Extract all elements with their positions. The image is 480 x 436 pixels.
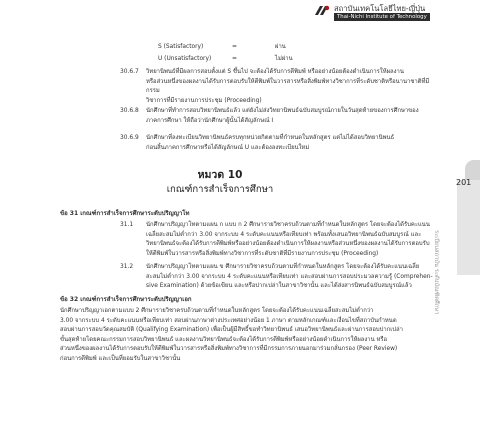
item-text: วิทยานิพนธ์ที่มีผลการสอบตั้งแต่ S ขึ้นไป จะต้องได้รับการตีพิมพ์ หรืออย่างน้อยต้องดำเนินการให้ผลงาน หรือส่วนหนึ่งของผลงานได้รับการตอบรับให้ตีพิมพ์ในวารสารหรือสิ่งพิมพ์ทางวิชาการที่ระดับชาติหรือนานาชาติที่มีกรรม วิชาการที่มีรายงานการประชุม (Proceeding)	[146, 69, 430, 104]
grade-row	[0, 43, 440, 53]
grade-equals: =	[232, 44, 237, 50]
grade-equals: =	[232, 56, 237, 62]
item-number: 30.6.7	[120, 69, 139, 75]
item-number: 30.6.9	[120, 135, 139, 141]
item-number: 31.1	[120, 222, 134, 228]
item-text: นักศึกษาปริญญาโทตามแผน ก แบบ ก 2 ศึกษารายวิชาครบถ้วนตามที่กำหนดในหลักสูตร โดยจะต้องได้รับคะแนน เฉลี่ยสะสมไม่ต่ำกว่า 3.00 จากระบบ 4 ระดับคะแนนหรือเทียบเท่า พร้อมทั้งเสนอวิทยานิพนธ์ฉบับสมบูรณ์ และ วิทยานิพนธ์จะต้องได้รับการตีพิมพ์หรืออย่างน้อยต้องดำเนินการให้ผลงานหรือส่วนหนึ่งของผลงานได้รับการตอบรับ ให้ตีพิมพ์ในวารสารหรือสิ่งพิมพ์ทางวิชาการที่ระดับชาติที่มีรายงานการประชุม (Proceeding)	[146, 222, 430, 257]
grade-label: S (Satisfactory)	[158, 44, 204, 50]
section-31-heading: ข้อ 31 เกณฑ์การสำเร็จการศึกษาระดับปริญญาโท	[60, 210, 190, 217]
side-tab	[457, 180, 480, 275]
section-32-paragraph: นักศึกษาปริญญาเอกตามแบบ 2 ศึกษารายวิชาครบถ้วนตามที่กำหนดในหลักสูตร โดยจะต้องได้รับคะแนนเฉลี่ยสะสมไม่ต่ำกว่า 3.00 จากระบบ 4 ระดับคะแนนหรือเทียบเท่า สอบผ่านภาษาต่างประเทศอย่างน้อย 1 ภาษา ตามหลักเกณฑ์และเงื่อนไขที่สถาบันกำหนด สอบผ่านการสอบวัดคุณสมบัติ (Qualifying Examination) เพื่อเป็นผู้มีสิทธิ์ขอทำวิทยานิพนธ์ เสนอวิทยานิพนธ์และผ่านการสอบปากเปล่า ขั้นสุดท้ายโดยคณะกรรมการสอบวิทยานิพนธ์ และผลงานวิทยานิพนธ์จะต้องได้รับการตีพิมพ์หรืออย่างน้อยดำเนินการให้ผลงาน หรือ ส่วนหนึ่งของผลงานได้รับการตอบรับให้ตีพิมพ์ในวารสารหรือสิ่งพิมพ์ทางวิชาการที่มีกรรมการภายนอกมาร่วมกลั่นกรอง (Peer Review) ก่อนการตีพิมพ์ และเป็นที่ยอมรับในสาขาวิชานั้น	[60, 308, 403, 362]
chapter-title: หมวด 10	[197, 169, 243, 181]
item-number: 31.2	[120, 264, 134, 270]
item-text: นักศึกษาที่ลงทะเบียนวิทยานิพนธ์ครบทุกหน่วยกิตตามที่กำหนดในหลักสูตร แต่ไม่ได้สอบวิทยานิพนธ์ ก่อนสิ้นภาคการศึกษาหรือได้สัญลักษณ์ U และต้องลงทะเบียนใหม่	[146, 135, 395, 151]
grade-label: U (Unsatisfactory)	[158, 56, 212, 62]
section-32-heading: ข้อ 32 เกณฑ์การสำเร็จการศึกษาระดับปริญญาเอก	[60, 296, 192, 303]
chapter-subtitle: เกณฑ์การสำเร็จการศึกษา	[166, 184, 274, 195]
item-text: นักศึกษาปริญญาโทตามแผน ข ศึกษารายวิชาครบถ้วนตามที่กำหนดในหลักสูตร โดยจะต้องได้รับคะแนนเฉลี่ย สะสมไม่ต่ำกว่า 3.00 จากระบบ 4 ระดับคะแนนหรือเทียบเท่า และสอบผ่านการสอบประมวลความรู้ (Comprehen- sive Examination) ด้วยข้อเขียน และหรือปากเปล่าในสาขาวิชานั้น และได้ส่งสารนิพนธ์ฉบับสมบูรณ์แล้ว	[146, 264, 433, 290]
page-number: 201	[456, 178, 472, 187]
grade-value: ผ่าน	[275, 44, 286, 50]
institute-name-th: สถาบันเทคโนโลยีไทย-ญี่ปุ่น	[334, 4, 426, 13]
institute-name-en: Thai-Nichi Institute of Technology	[334, 13, 430, 21]
item-text: นักศึกษาที่ทำการสอบวิทยานิพนธ์แล้ว แต่ยังไม่ส่งวิทยานิพนธ์ฉบับสมบูรณ์ภายในวันสุดท้ายของการศึกษาของ ภาคการศึกษา ให้ถือว่านักศึกษาผู้นั้นได้สัญลักษณ์ I	[146, 108, 419, 124]
grade-value: ไม่ผ่าน	[275, 56, 293, 62]
item-number: 30.6.8	[120, 108, 139, 114]
grade-row	[0, 55, 440, 65]
side-tab-label: ระเบียบสถาบัน ระดับบัณฑิตศึกษา	[433, 230, 439, 315]
